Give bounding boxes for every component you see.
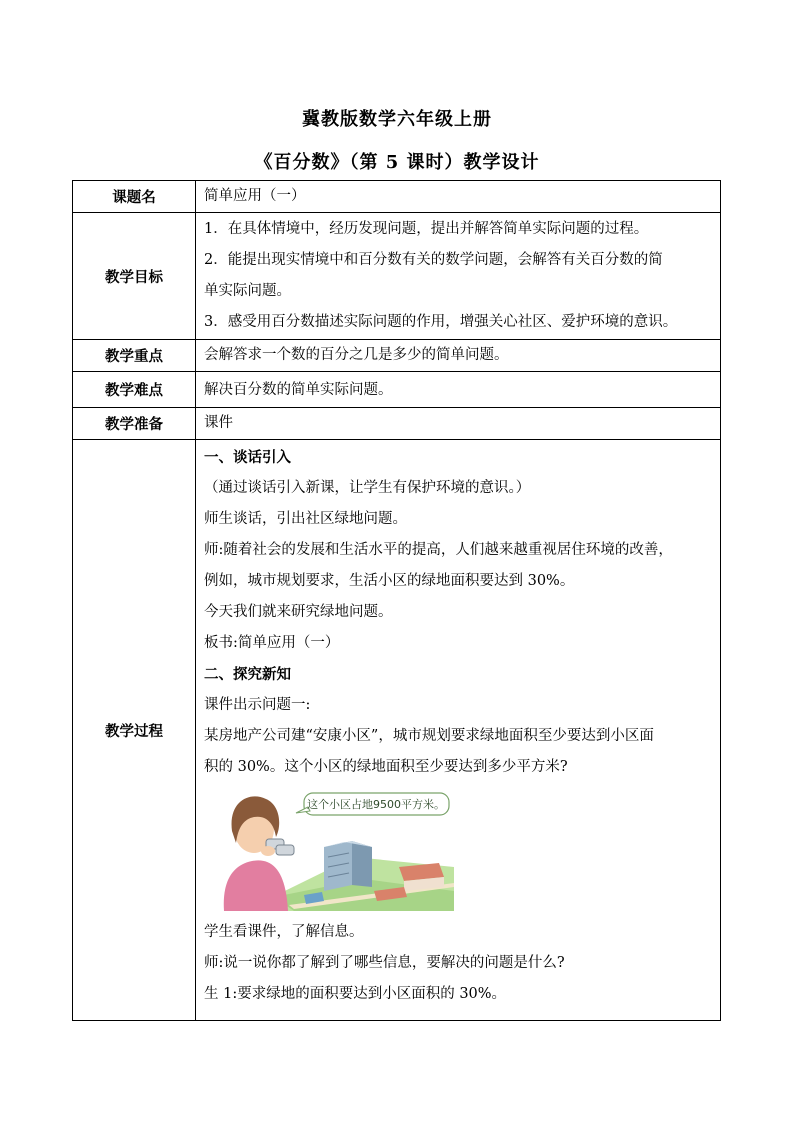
section-heading: 二、探究新知	[204, 666, 291, 683]
value-topic	[196, 181, 721, 213]
value-difficulties	[196, 372, 721, 408]
document-title: 冀教版数学六年级上册	[302, 109, 492, 130]
process-line: 师生谈话，引出社区绿地问题。	[204, 511, 407, 527]
process-line: 生 1:要求绿地的面积要达到小区面积的 30%。	[204, 986, 507, 1002]
neighborhood-model-illustration	[204, 787, 454, 911]
row-goals	[73, 213, 721, 340]
value-process	[196, 440, 721, 1021]
topic-text: 简单应用（一）	[204, 188, 306, 204]
label-key-points: 教学重点	[73, 340, 196, 372]
label-process: 教学过程	[73, 440, 196, 1021]
label-difficulties: 教学难点	[73, 372, 196, 408]
process-line: 今天我们就来研究绿地问题。	[204, 604, 393, 620]
process-line: 积的 30%。这个小区的绿地面积至少要达到多少平方米?	[204, 759, 568, 775]
label-topic: 课题名	[73, 181, 196, 213]
process-line: 师:说一说你都了解到了哪些信息，要解决的问题是什么?	[204, 955, 565, 971]
document-subtitle: 《百分数》（第 5 课时）教学设计	[254, 152, 540, 173]
process-line: 例如，城市规划要求，生活小区的绿地面积要达到 30%。	[204, 573, 575, 589]
row-key-points	[73, 340, 721, 372]
process-line: 学生看课件，了解信息。	[204, 924, 364, 940]
lesson-plan-table	[72, 180, 721, 1021]
goal-line: 1．在具体情境中，经历发现问题，提出并解答简单实际问题的过程。	[204, 221, 649, 237]
speech-bubble-text: 这个小区占地9500平方米。	[307, 798, 445, 811]
row-topic	[73, 181, 721, 213]
row-difficulties	[73, 372, 721, 408]
difficulties-text: 解决百分数的简单实际问题。	[204, 382, 393, 398]
process-line: 师:随着社会的发展和生活水平的提高，人们越来越重视居住环境的改善，	[204, 542, 673, 558]
process-line: （通过谈话引入新课，让学生有保护环境的意识。）	[204, 480, 531, 496]
process-line: 某房地产公司建“安康小区”，城市规划要求绿地面积至少要达到小区面	[204, 728, 654, 744]
label-goals: 教学目标	[73, 213, 196, 340]
preparation-text: 课件	[204, 415, 233, 431]
process-line: 课件出示问题一:	[204, 697, 311, 713]
row-process	[73, 440, 721, 1021]
section-heading: 一、谈话引入	[204, 449, 291, 466]
value-key-points	[196, 340, 721, 372]
value-goals	[196, 213, 721, 340]
row-preparation	[73, 408, 721, 440]
value-preparation	[196, 408, 721, 440]
label-preparation: 教学准备	[73, 408, 196, 440]
key-points-text: 会解答求一个数的百分之几是多少的简单问题。	[204, 347, 509, 363]
goal-line: 3．感受用百分数描述实际问题的作用，增强关心社区、爱护环境的意识。	[204, 314, 678, 330]
goal-line: 2．能提出现实情境中和百分数有关的数学问题，会解答有关百分数的简	[204, 252, 663, 268]
goal-line: 单实际问题。	[204, 283, 291, 299]
process-line: 板书:简单应用（一）	[204, 635, 340, 651]
